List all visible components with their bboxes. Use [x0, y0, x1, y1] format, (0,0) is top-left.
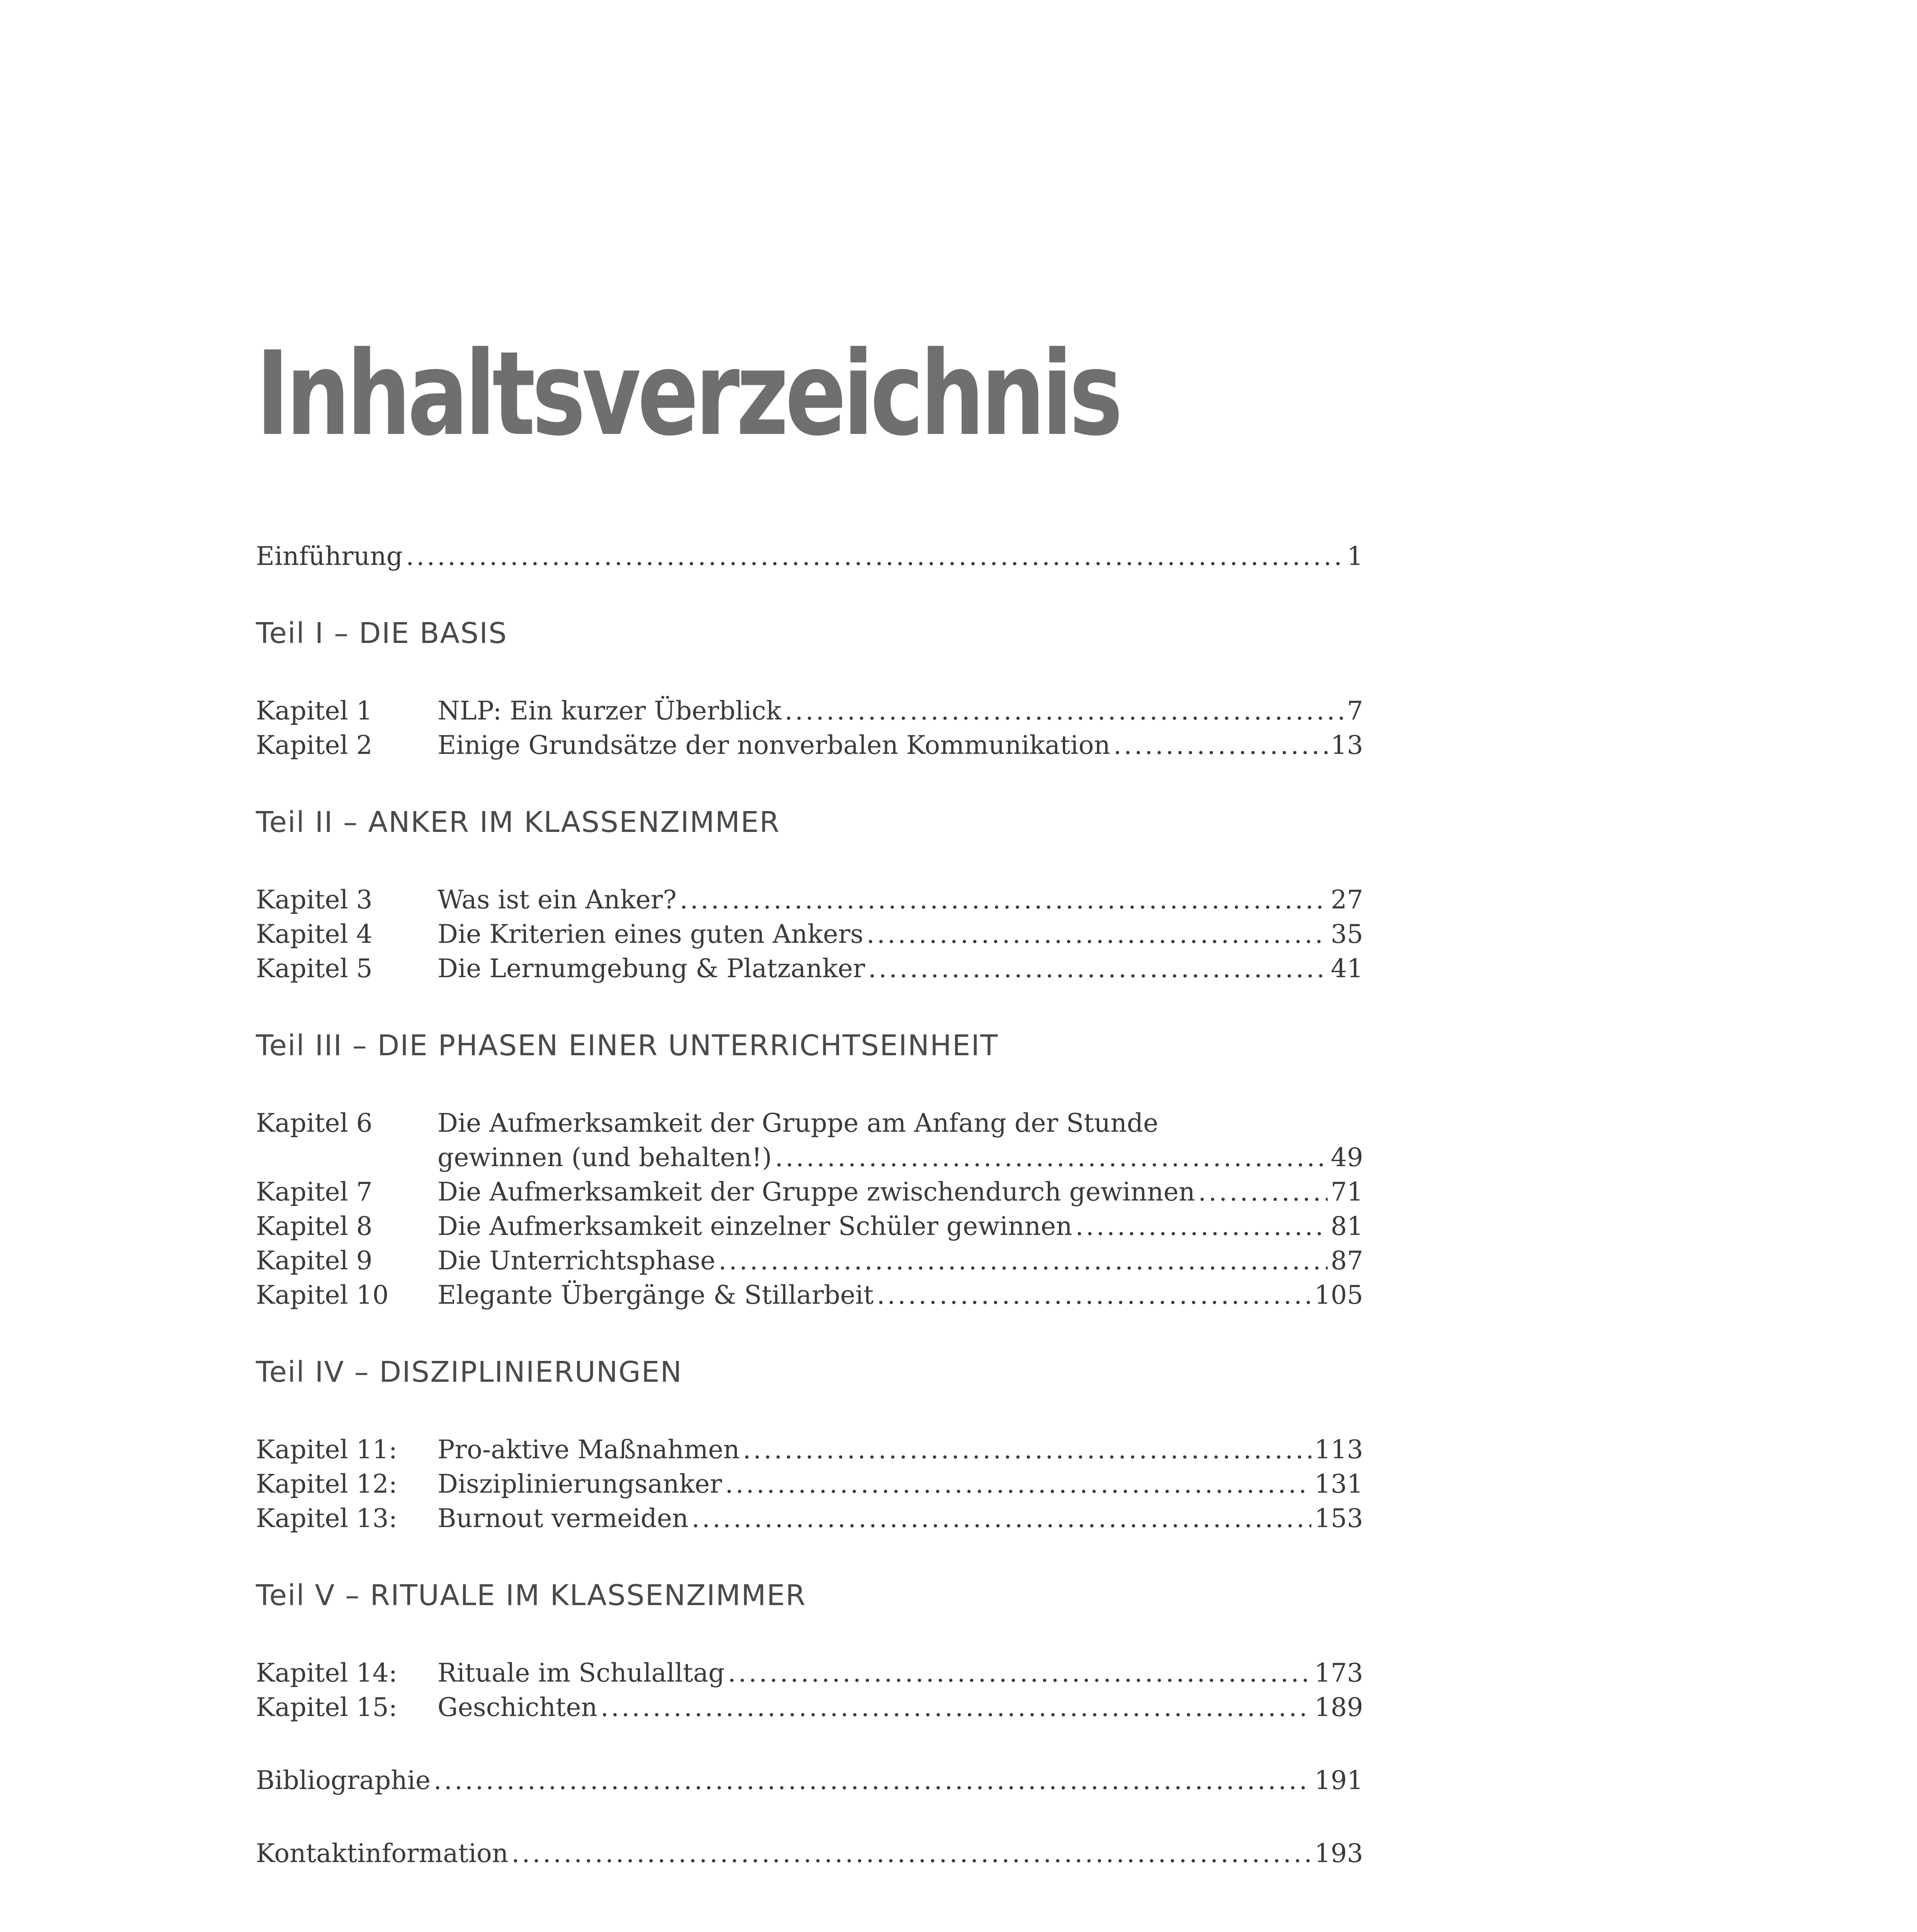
dot-leader	[725, 1467, 1311, 1501]
chapter-title: Die Lernumgebung & Platzanker	[438, 954, 865, 983]
chapter-page: 7	[1347, 696, 1363, 726]
chapter-page: 13	[1331, 730, 1363, 760]
toc-entry-chapter-2[interactable]	[256, 728, 1363, 762]
part-heading: Teil V – RITUALE IM KLASSENZIMMER	[256, 1579, 806, 1612]
chapter-page: 153	[1314, 1503, 1363, 1533]
dot-leader	[728, 1656, 1311, 1690]
chapter-page: 173	[1314, 1658, 1363, 1688]
chapter-title: Burnout vermeiden	[438, 1503, 689, 1533]
chapter-title: Die Aufmerksamkeit der Gruppe zwischendurch gewinnen	[438, 1177, 1195, 1207]
chapter-page: 105	[1314, 1280, 1363, 1310]
dot-leader	[867, 917, 1328, 951]
dot-leader	[1075, 1209, 1328, 1243]
toc-entry-title: Einführung	[256, 541, 403, 571]
chapter-page: 41	[1331, 954, 1363, 983]
toc-entry-chapter-7[interactable]	[256, 1175, 1363, 1209]
chapter-label: Kapitel 6	[256, 1108, 373, 1138]
toc-entry-chapter-15[interactable]	[256, 1690, 1363, 1725]
toc-entry-bibliography[interactable]	[256, 1763, 1363, 1798]
toc-entry-chapter-11[interactable]	[256, 1432, 1363, 1467]
dot-leader	[718, 1243, 1328, 1278]
chapter-label: Kapitel 8	[256, 1211, 373, 1241]
toc-entry-chapter-6[interactable]	[256, 1106, 1363, 1140]
toc-entry-chapter-4[interactable]	[256, 917, 1363, 951]
chapter-label: Kapitel 5	[256, 954, 373, 983]
toc-entry-intro[interactable]	[256, 539, 1363, 573]
part-heading: Teil I – DIE BASIS	[256, 617, 507, 650]
toc-entry-chapter-13[interactable]	[256, 1501, 1363, 1536]
chapter-label: Kapitel 15:	[256, 1692, 397, 1722]
toc-entry-page: 1	[1347, 541, 1363, 571]
chapter-label: Kapitel 10	[256, 1280, 389, 1310]
dot-leader	[434, 1763, 1311, 1798]
chapter-title: Einige Grundsätze der nonverbalen Kommunikation	[438, 730, 1110, 760]
toc-entry-chapter-8[interactable]	[256, 1209, 1363, 1243]
chapter-label: Kapitel 12:	[256, 1469, 397, 1499]
toc-entry-chapter-3[interactable]	[256, 883, 1363, 917]
chapter-title: Was ist ein Anker?	[438, 885, 677, 915]
dot-leader	[1113, 728, 1328, 762]
chapter-title: Die Aufmerksamkeit einzelner Schüler gewinnen	[438, 1211, 1073, 1241]
toc-entry-chapter-5[interactable]	[256, 951, 1363, 986]
dot-leader	[691, 1501, 1311, 1536]
toc-entry-page: 193	[1314, 1838, 1363, 1868]
toc-entry-chapter-10[interactable]	[256, 1278, 1363, 1312]
chapter-label: Kapitel 7	[256, 1177, 373, 1207]
chapter-label: Kapitel 4	[256, 919, 373, 949]
chapter-title: NLP: Ein kurzer Überblick	[438, 696, 781, 726]
dot-leader	[406, 539, 1344, 573]
part-heading: Teil IV – DISZIPLINIERUNGEN	[256, 1355, 683, 1389]
dot-leader	[601, 1690, 1311, 1725]
toc-entry-contact[interactable]	[256, 1836, 1363, 1871]
table-of-contents	[256, 539, 1363, 1871]
chapter-page: 27	[1331, 885, 1363, 915]
chapter-page: 71	[1331, 1177, 1363, 1207]
toc-entry-chapter-1[interactable]	[256, 694, 1363, 728]
chapter-title: Rituale im Schulalltag	[438, 1658, 725, 1688]
dot-leader	[680, 883, 1328, 917]
dot-leader	[868, 951, 1328, 986]
chapter-title: Die Aufmerksamkeit der Gruppe am Anfang der Stunde	[438, 1108, 1158, 1138]
chapter-label: Kapitel 2	[256, 730, 373, 760]
dot-leader	[877, 1278, 1312, 1312]
part-heading: Teil III – DIE PHASEN EINER UNTERRICHTSEINHEIT	[256, 1029, 999, 1062]
dot-leader	[511, 1836, 1311, 1871]
chapter-label: Kapitel 11:	[256, 1435, 397, 1464]
dot-leader	[785, 694, 1344, 728]
part-heading: Teil II – ANKER IM KLASSENZIMMER	[256, 806, 780, 839]
toc-entry-chapter-6-cont[interactable]	[256, 1140, 1363, 1175]
chapter-title-continued: gewinnen (und behalten!)	[438, 1143, 772, 1172]
dot-leader	[743, 1432, 1311, 1467]
chapter-title: Die Unterrichtsphase	[438, 1246, 715, 1276]
toc-entry-title: Kontaktinformation	[256, 1838, 509, 1868]
chapter-page: 35	[1331, 919, 1363, 949]
toc-entry-chapter-12[interactable]	[256, 1467, 1363, 1501]
chapter-label: Kapitel 14:	[256, 1658, 397, 1688]
chapter-label: Kapitel 1	[256, 696, 373, 726]
chapter-title: Disziplinierungsanker	[438, 1469, 722, 1499]
chapter-page: 81	[1331, 1211, 1363, 1241]
chapter-title: Pro-aktive Maßnahmen	[438, 1435, 740, 1464]
chapter-label: Kapitel 13:	[256, 1503, 397, 1533]
toc-entry-chapter-9[interactable]	[256, 1243, 1363, 1278]
chapter-page: 49	[1331, 1143, 1363, 1172]
chapter-title: Geschichten	[438, 1692, 598, 1722]
chapter-title: Elegante Übergänge & Stillarbeit	[438, 1280, 874, 1310]
chapter-page: 131	[1314, 1469, 1363, 1499]
chapter-page: 113	[1314, 1435, 1363, 1464]
chapter-page: 87	[1331, 1246, 1363, 1276]
toc-entry-title: Bibliographie	[256, 1765, 431, 1795]
toc-entry-page: 191	[1314, 1765, 1363, 1795]
dot-leader	[775, 1140, 1328, 1175]
page-title: Inhaltsverzeichnis	[256, 327, 1120, 461]
chapter-title: Die Kriterien eines guten Ankers	[438, 919, 863, 949]
dot-leader	[1198, 1175, 1328, 1209]
chapter-label: Kapitel 9	[256, 1246, 373, 1276]
chapter-page: 189	[1314, 1692, 1363, 1722]
toc-entry-chapter-14[interactable]	[256, 1656, 1363, 1690]
chapter-label: Kapitel 3	[256, 885, 373, 915]
